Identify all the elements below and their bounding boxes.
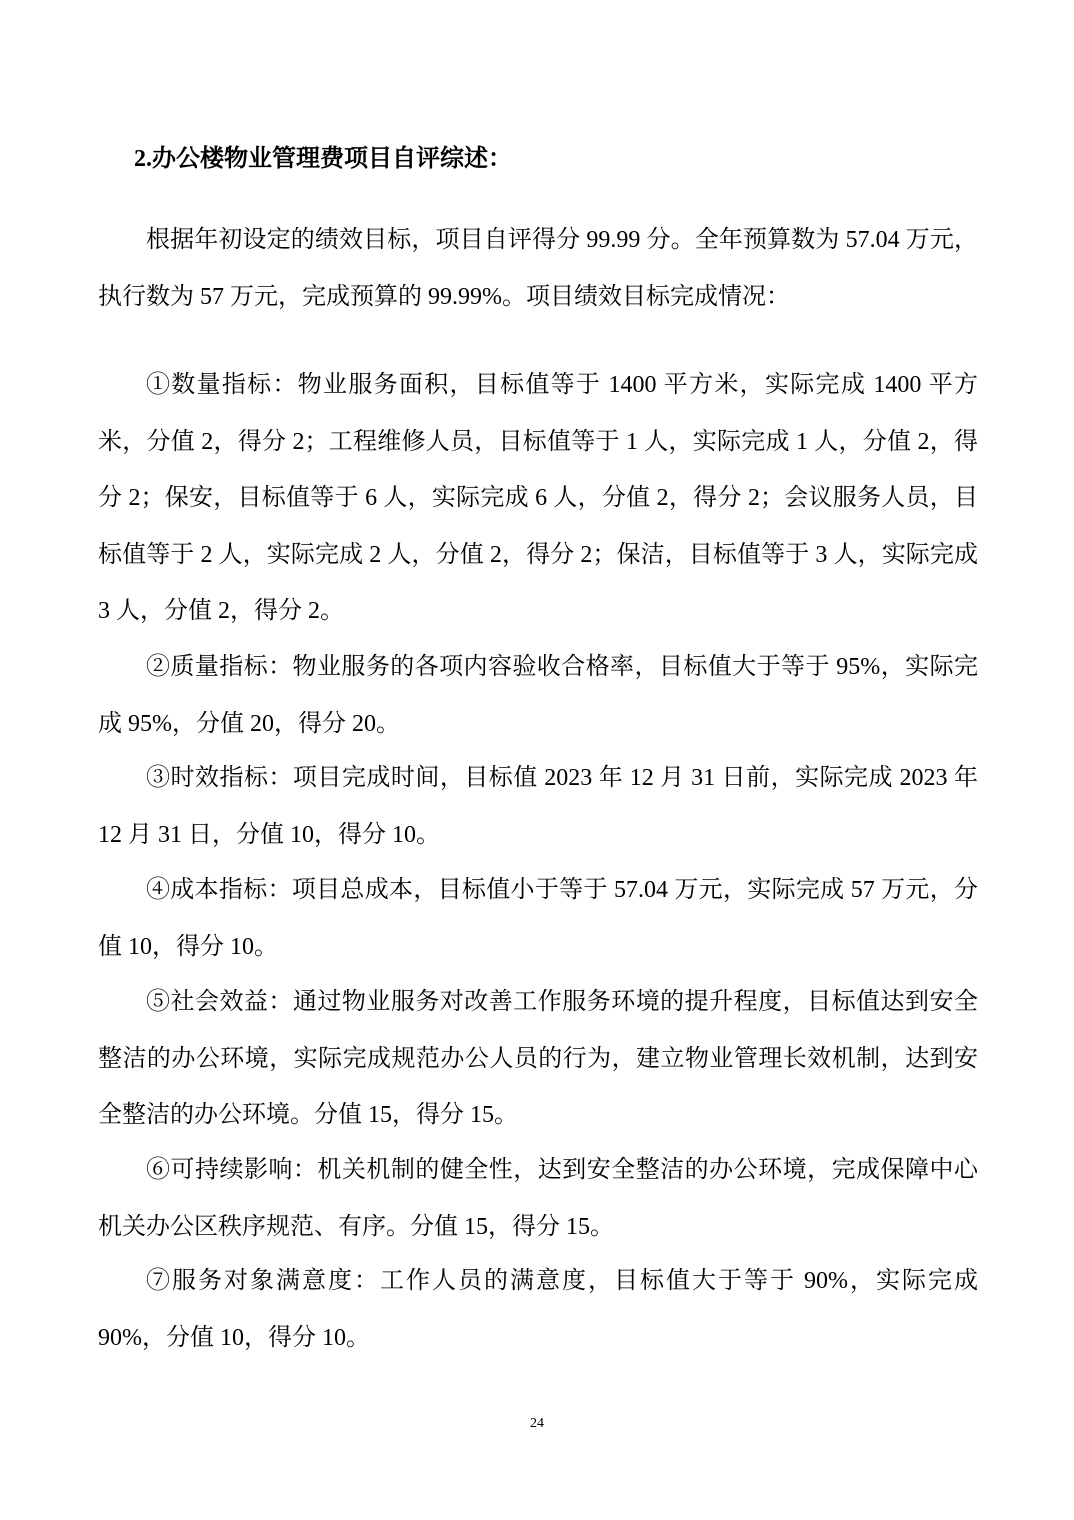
page-number: 24 (530, 1416, 544, 1431)
quality-indicator-paragraph: ②质量指标：物业服务的各项内容验收合格率，目标值大于等于 95%，实际完成 95%，分值 20，得分 20。 (98, 654, 978, 737)
section-heading: 2.办公楼物业管理费项目自评综述： (134, 146, 512, 172)
timeliness-indicator-paragraph: ③时效指标：项目完成时间，目标值 2023 年 12 月 31 日前，实际完成 2023 年 12 月 31 日，分值 10，得分 10。 (98, 765, 978, 848)
quantity-indicator-paragraph: ①数量指标：物业服务面积，目标值等于 1400 平方米，实际完成 1400 平方米，分值 2，得分 2；工程维修人员，目标值等于 1 人，实际完成 1 人，分值 2，得分 2；保安，目标值等于 6 人，实际完成 6 人，分值 2，得分 2；会议服务人员，目标值等于 2 人，实际完成 2 人，分值 2，得分 2；保洁，目标值等于 3 人，实际完成 3 人，分值 2，得分 2。 (98, 372, 978, 624)
sustainability-paragraph: ⑥可持续影响：机关机制的健全性，达到安全整洁的办公环境，完成保障中心机关办公区秩序规范、有序。分值 15，得分 15。 (98, 1157, 978, 1240)
satisfaction-paragraph: ⑦服务对象满意度：工作人员的满意度，目标值大于等于 90%，实际完成 90%，分值 10，得分 10。 (98, 1268, 978, 1351)
social-benefit-paragraph: ⑤社会效益：通过物业服务对改善工作服务环境的提升程度，目标值达到安全整洁的办公环境，实际完成规范办公人员的行为，建立物业管理长效机制，达到安全整洁的办公环境。分值 15，得分 15。 (98, 989, 978, 1128)
cost-indicator-paragraph: ④成本指标：项目总成本，目标值小于等于 57.04 万元，实际完成 57 万元，分值 10，得分 10。 (98, 877, 978, 960)
summary-paragraph: 根据年初设定的绩效目标，项目自评得分 99.99 分。全年预算数为 57.04 万元，执行数为 57 万元，完成预算的 99.99%。项目绩效目标完成情况： (98, 227, 978, 310)
